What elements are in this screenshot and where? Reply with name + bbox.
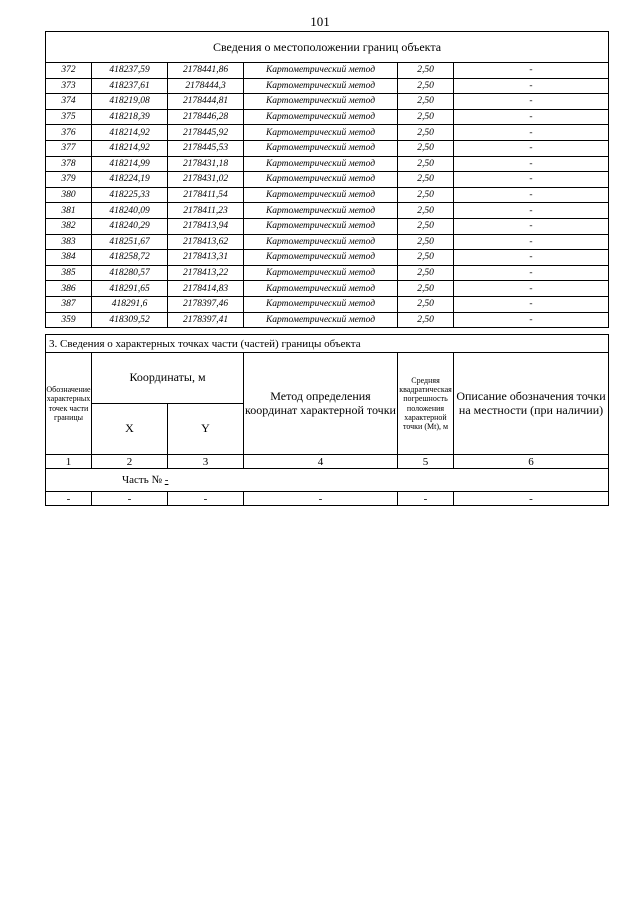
table-row	[46, 492, 609, 506]
table-cell: 378	[46, 156, 92, 172]
method-header: Метод определения координат характерной точки	[244, 353, 398, 455]
description-header: Описание обозначения точки на местности (при наличии)	[454, 353, 609, 455]
table-cell: -	[454, 140, 609, 156]
table-cell: 2178413,94	[168, 218, 244, 234]
table-cell: 418224,19	[92, 172, 168, 188]
table-cell: 387	[46, 296, 92, 312]
table-row	[46, 296, 609, 312]
table-cell: 2178411,54	[168, 187, 244, 203]
table-cell: -	[454, 281, 609, 297]
table-cell: 418237,59	[92, 63, 168, 79]
table-cell: 2,50	[398, 156, 454, 172]
table-cell: Картометрический метод	[244, 187, 398, 203]
page-number: 101	[310, 14, 330, 29]
table-cell: Картометрический метод	[244, 296, 398, 312]
table-row	[46, 125, 609, 141]
column-number: 5	[398, 455, 454, 469]
table-cell: 2178431,02	[168, 172, 244, 188]
table-cell: 2,50	[398, 234, 454, 250]
section-3-title: 3. Сведения о характерных точках части (частей) границы объекта	[46, 335, 609, 353]
table-cell: 383	[46, 234, 92, 250]
table-cell: -	[454, 265, 609, 281]
column-number-row	[46, 455, 609, 469]
table-cell: 2,50	[398, 187, 454, 203]
table-cell: 2178431,18	[168, 156, 244, 172]
table-cell: -	[454, 125, 609, 141]
column-number: 1	[46, 455, 92, 469]
table-cell: Картометрический метод	[244, 109, 398, 125]
table-cell: Картометрический метод	[244, 94, 398, 110]
table-row	[46, 218, 609, 234]
table-cell: Картометрический метод	[244, 265, 398, 281]
table-cell: 418291,6	[92, 296, 168, 312]
table-row	[46, 312, 609, 328]
table-cell: 418225,33	[92, 187, 168, 203]
table-row	[46, 250, 609, 266]
table-cell: 2,50	[398, 140, 454, 156]
table-cell: -	[454, 156, 609, 172]
table-cell: 2,50	[398, 296, 454, 312]
table-cell: -	[454, 296, 609, 312]
table-cell: 418280,57	[92, 265, 168, 281]
table-row	[46, 172, 609, 188]
table-row	[46, 203, 609, 219]
table-cell: -	[454, 492, 609, 506]
table-cell: 385	[46, 265, 92, 281]
table-cell: 2178397,41	[168, 312, 244, 328]
table-cell: 2178445,53	[168, 140, 244, 156]
table-cell: 2,50	[398, 125, 454, 141]
table-cell: Картометрический метод	[244, 218, 398, 234]
table-cell: 418237,61	[92, 78, 168, 94]
table-cell: -	[454, 109, 609, 125]
table-cell: 2178413,31	[168, 250, 244, 266]
table-cell: 375	[46, 109, 92, 125]
table-cell: 2178444,81	[168, 94, 244, 110]
table-cell: -	[454, 203, 609, 219]
table-cell: Картометрический метод	[244, 234, 398, 250]
table-cell: -	[454, 234, 609, 250]
table-cell: 2,50	[398, 265, 454, 281]
table-cell: 418251,67	[92, 234, 168, 250]
table-cell: Картометрический метод	[244, 281, 398, 297]
table-cell: -	[454, 172, 609, 188]
designation-header: Обозначение характерных точек части границы	[46, 353, 92, 455]
table-cell: 373	[46, 78, 92, 94]
column-number: 2	[92, 455, 168, 469]
table-cell: 2178411,23	[168, 203, 244, 219]
table-cell: 2,50	[398, 172, 454, 188]
table-cell: 2,50	[398, 203, 454, 219]
table-cell: -	[46, 492, 92, 506]
table-cell: 381	[46, 203, 92, 219]
table-row	[46, 156, 609, 172]
table-cell: -	[454, 187, 609, 203]
y-header: Y	[168, 404, 244, 455]
table-cell: Картометрический метод	[244, 63, 398, 79]
table-cell: 2178444,3	[168, 78, 244, 94]
table-cell: -	[454, 63, 609, 79]
part-label-text: Часть №	[122, 474, 162, 486]
table-cell: 2178446,28	[168, 109, 244, 125]
table-cell: 2,50	[398, 281, 454, 297]
table-cell: -	[398, 492, 454, 506]
table-cell: Картометрический метод	[244, 140, 398, 156]
table-cell: 380	[46, 187, 92, 203]
table-cell: -	[454, 250, 609, 266]
table-cell: Картометрический метод	[244, 203, 398, 219]
table-cell: 418214,99	[92, 156, 168, 172]
table-row	[46, 234, 609, 250]
table-cell: 376	[46, 125, 92, 141]
table-cell: 2,50	[398, 94, 454, 110]
table-cell: 418240,29	[92, 218, 168, 234]
table-cell: 379	[46, 172, 92, 188]
table-cell: 418214,92	[92, 140, 168, 156]
column-number: 6	[454, 455, 609, 469]
section-title: Сведения о местоположении границ объекта	[46, 32, 609, 63]
table-row	[46, 140, 609, 156]
table-cell: 418218,39	[92, 109, 168, 125]
table-cell: -	[454, 218, 609, 234]
table-cell: 418214,92	[92, 125, 168, 141]
table-cell: 2178413,22	[168, 265, 244, 281]
table-row	[46, 281, 609, 297]
table-cell: 418309,52	[92, 312, 168, 328]
boundary-points-table	[45, 31, 609, 328]
table-cell: 418240,09	[92, 203, 168, 219]
coordinates-header: Координаты, м	[92, 353, 244, 404]
table-cell: 382	[46, 218, 92, 234]
table-cell: 384	[46, 250, 92, 266]
table-cell: -	[454, 94, 609, 110]
table-cell: -	[92, 492, 168, 506]
table-cell: -	[454, 312, 609, 328]
x-header: X	[92, 404, 168, 455]
table-row	[46, 187, 609, 203]
table-cell: 2,50	[398, 63, 454, 79]
table-cell: 418258,72	[92, 250, 168, 266]
part-row	[46, 469, 609, 492]
table-row	[46, 63, 609, 79]
table-cell: Картометрический метод	[244, 78, 398, 94]
table-cell: 2,50	[398, 109, 454, 125]
table-cell: -	[454, 78, 609, 94]
table-row	[46, 265, 609, 281]
table-cell: Картометрический метод	[244, 156, 398, 172]
table-row	[46, 78, 609, 94]
column-number: 3	[168, 455, 244, 469]
table-cell: 2178413,62	[168, 234, 244, 250]
table-cell: Картометрический метод	[244, 125, 398, 141]
part-label	[46, 469, 609, 492]
table-cell: 2178445,92	[168, 125, 244, 141]
table-cell: Картометрический метод	[244, 312, 398, 328]
table-cell: 2178414,83	[168, 281, 244, 297]
table-cell: 2178397,46	[168, 296, 244, 312]
part-points-table	[45, 334, 609, 506]
table-cell: 377	[46, 140, 92, 156]
table-cell: 372	[46, 63, 92, 79]
table-cell: 2,50	[398, 218, 454, 234]
table-cell: Картометрический метод	[244, 172, 398, 188]
table-cell: 2,50	[398, 78, 454, 94]
table-cell: 359	[46, 312, 92, 328]
error-header: Средняя квадратическая погрешность положения характерной точки (Mt), м	[398, 353, 454, 455]
table-cell: -	[168, 492, 244, 506]
table-cell: Картометрический метод	[244, 250, 398, 266]
table-cell: 374	[46, 94, 92, 110]
column-number: 4	[244, 455, 398, 469]
table-cell: 386	[46, 281, 92, 297]
table-cell: 2,50	[398, 312, 454, 328]
table-row	[46, 94, 609, 110]
table-cell: 2,50	[398, 250, 454, 266]
table-cell: 2178441,86	[168, 63, 244, 79]
table-row	[46, 109, 609, 125]
table-cell: 418219,08	[92, 94, 168, 110]
table-cell: 418291,65	[92, 281, 168, 297]
part-number: -	[164, 474, 169, 486]
table-cell: -	[244, 492, 398, 506]
